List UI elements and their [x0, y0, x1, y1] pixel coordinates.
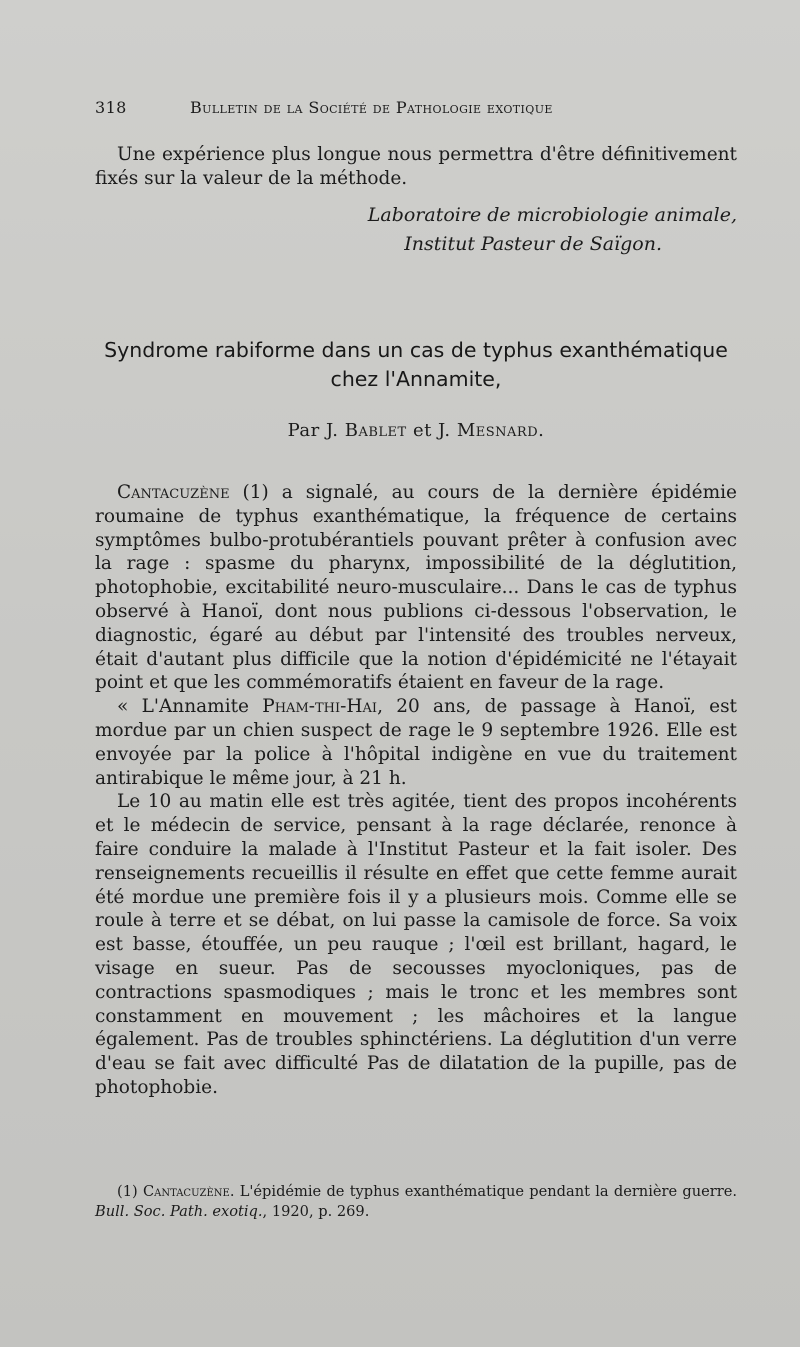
- authors-mid: et J.: [406, 420, 457, 441]
- author-name-2: Mesnard: [456, 420, 539, 441]
- body-paragraph-1-text: (1) a signalé, au cours de la dernière épidémie roumaine de typhus exanthématique, la fréquence de certains symptômes bulbo-protubérantiels pouvant prêter à confusion avec la rage : spasme du pharynx, impossibilité de la déglutition, photophobie, excitabilité neuro-musculaire... Dans le cas de typhus observé à Hanoï, dont nous publions ci-dessous l'observation, le diagnostic, égaré au début par l'intensité des troubles nerveux, était d'autant plus difficile que la notion d'épidémicité ne l'étayait point et que les commémoratifs étaient en faveur de la rage.: [95, 482, 737, 694]
- article-title: [80, 336, 752, 394]
- body-paragraph-3: Le 10 au matin elle est très agitée, tient des propos incohérents et le médecin de service, pensant à la rage déclarée, renonce à faire conduire la malade à l'Institut Pasteur et la fait isoler. Des renseignements recueillis il résulte en effet que cette femme aurait été mordue une première fois il y a plusieurs mois. Comme elle se roule à terre et se débat, on lui passe la camisole de force. Sa voix est basse, étouffée, un peu rauque ; l'œil est brillant, hagard, le visage en sueur. Pas de secousses myocloniques, pas de contractions spasmodiques ; mais le tronc et les membres sont constamment en mouvement ; les mâchoires et la langue également. Pas de troubles sphinctériens. La déglutition d'un verre d'eau se fait avec difficulté Pas de dilatation de la pupille, pas de photophobie.: [95, 791, 737, 1098]
- footnote-text: . L'épidémie de typhus exanthématique pendant la dernière guerre.: [229, 1183, 737, 1200]
- affiliation-line-2: Institut Pasteur de Saïgon.: [404, 233, 662, 255]
- affiliation-line-1: Laboratoire de microbiologie animale,: [367, 204, 737, 226]
- intro-paragraph-block: [95, 143, 737, 191]
- footnote-paragraph: [95, 1182, 737, 1222]
- footnote-author: Cantacuzène: [142, 1183, 230, 1200]
- body-paragraph-1: [95, 481, 737, 695]
- body-paragraph-2: [95, 695, 737, 790]
- footnote-tail: , 1920, p. 269.: [262, 1203, 370, 1220]
- author-name-1: Bablet: [344, 420, 407, 441]
- patient-name: Pham-thi-Hai: [262, 696, 378, 718]
- footnote-citation: Bull. Soc. Path. exotiq.: [95, 1203, 263, 1220]
- cited-author: Cantacuzène: [117, 482, 230, 503]
- affiliation: [95, 201, 737, 259]
- authors-prefix: Par J.: [287, 420, 345, 441]
- running-header: [95, 98, 735, 122]
- article-title-line-2: chez l'Annamite,: [330, 367, 502, 391]
- page-number: 318: [95, 98, 127, 117]
- article-body: [95, 481, 737, 1100]
- article-title-line-1: Syndrome rabiforme dans un cas de typhus exanthématique: [104, 338, 728, 362]
- article-authors: [95, 420, 737, 441]
- body-paragraph-2-text: , 20 ans, de passage à Hanoï, est mordue par un chien suspect de rage le 9 septembre 1926. Elle est envoyée par la police à l'hôpital indigène en vue du traitement antirabique le même jour, à 21 h.: [95, 696, 737, 789]
- footnote: [95, 1182, 737, 1222]
- intro-paragraph: Une expérience plus longue nous permettra d'être définitivement fixés sur la valeur de la méthode.: [95, 144, 737, 189]
- authors-suffix: .: [538, 420, 545, 441]
- journal-title: Bulletin de la Société de Pathologie exotique: [190, 98, 553, 117]
- footnote-marker: (1): [117, 1183, 143, 1200]
- body-paragraph-2-opening: « L'Annamite: [117, 696, 263, 718]
